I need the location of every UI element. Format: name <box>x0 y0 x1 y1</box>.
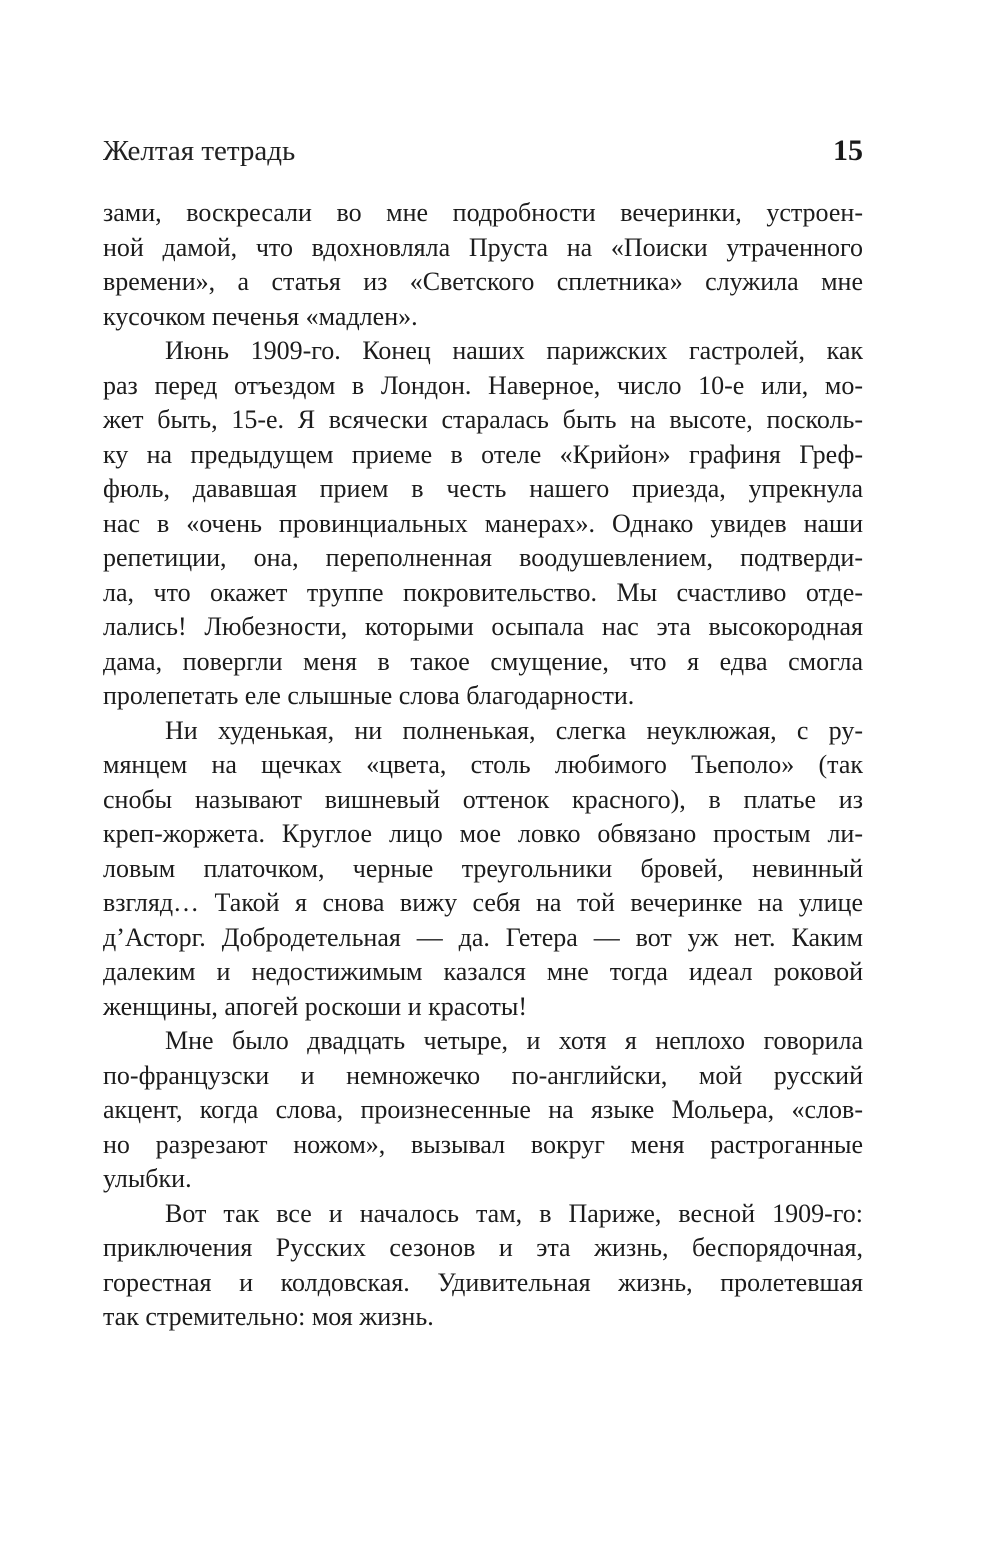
text-line: Июнь 1909-го. Конец наших парижских гастролей, как <box>165 336 863 365</box>
text-line: Вот так все и началось там, в Париже, весной 1909-го: <box>165 1198 863 1228</box>
text-line: мянцем на щечках «цвета, столь любимого Тьеполо» (так <box>103 750 863 779</box>
text-line: ку на предыдущем приеме в отеле «Крийон» графиня Греф- <box>103 439 863 469</box>
text-line: ловым платочком, черные треугольники бровей, невинный <box>103 853 863 883</box>
text-line: приключения Русских сезонов и эта жизнь, беспорядочная, <box>103 1233 863 1262</box>
text-line: фюль, дававшая прием в честь нашего приезда, упрекнула <box>103 474 863 503</box>
text-line: ла, что окажет труппе покровительство. Мы счастливо отде- <box>103 577 863 607</box>
text-line: времени», а статья из «Светского сплетника» служила мне <box>103 267 863 296</box>
text-line: нас в «очень провинциальных манерах». Однако увидев наши <box>103 508 863 538</box>
text-line: но разрезают ножом», вызывал вокруг меня растроганные <box>103 1129 863 1159</box>
paragraph <box>103 1024 863 1197</box>
text-line: пролепетать еле слышные слова благодарности. <box>103 681 635 710</box>
text-line: дама, повергли меня в такое смущение, что я едва смогла <box>103 646 863 676</box>
text-line: репетиции, она, переполненная воодушевлением, подтверди- <box>103 543 863 572</box>
running-title: Желтая тетрадь <box>103 135 296 167</box>
text-line: жет быть, 15-е. Я всячески старалась быть на высоте, посколь- <box>103 405 863 434</box>
text-line: далеким и недостижимым казался мне тогда идеал роковой <box>103 957 863 986</box>
text-line: Ни худенькая, ни полненькая, слегка неуклюжая, с ру- <box>165 715 863 745</box>
paragraph <box>103 1197 863 1335</box>
text-line: женщины, апогей роскоши и красоты! <box>103 991 527 1021</box>
text-line: так стремительно: моя жизнь. <box>103 1302 434 1331</box>
text-line: Мне было двадцать четыре, и хотя я неплохо говорила <box>165 1026 863 1055</box>
paragraph <box>103 196 863 334</box>
text-line: раз перед отъездом в Лондон. Наверное, число 10-е или, мо- <box>103 370 863 400</box>
text-line: ной дамой, что вдохновляла Пруста на «Поиски утраченного <box>103 232 863 262</box>
text-line: взгляд… Такой я снова вижу себя на той вечеринке на улице <box>103 888 863 917</box>
text-line: по-французски и немножечко по-английски, мой русский <box>103 1060 863 1090</box>
text-line: д’Асторг. Добродетельная — да. Гетера — вот уж нет. Каким <box>103 922 863 952</box>
text-line: лались! Любезности, которыми осыпала нас эта высокородная <box>103 612 863 641</box>
text-block <box>103 196 863 1335</box>
text-line: снобы называют вишневый оттенок красного), в платье из <box>103 784 863 814</box>
running-header <box>103 134 863 169</box>
text-line: акцент, когда слова, произнесенные на языке Мольера, «слов- <box>103 1095 863 1124</box>
text-line: кусочком печенья «мадлен». <box>103 301 418 331</box>
text-line: улыбки. <box>103 1164 192 1193</box>
text-line: горестная и колдовская. Удивительная жизнь, пролетевшая <box>103 1267 863 1297</box>
text-line: креп-жоржета. Круглое лицо мое ловко обвязано простым ли- <box>103 819 863 848</box>
page-number: 15 <box>833 134 863 167</box>
paragraph <box>103 714 863 1025</box>
paragraph <box>103 334 863 714</box>
text-line: зами, воскресали во мне подробности вечеринки, устроен- <box>103 198 863 227</box>
